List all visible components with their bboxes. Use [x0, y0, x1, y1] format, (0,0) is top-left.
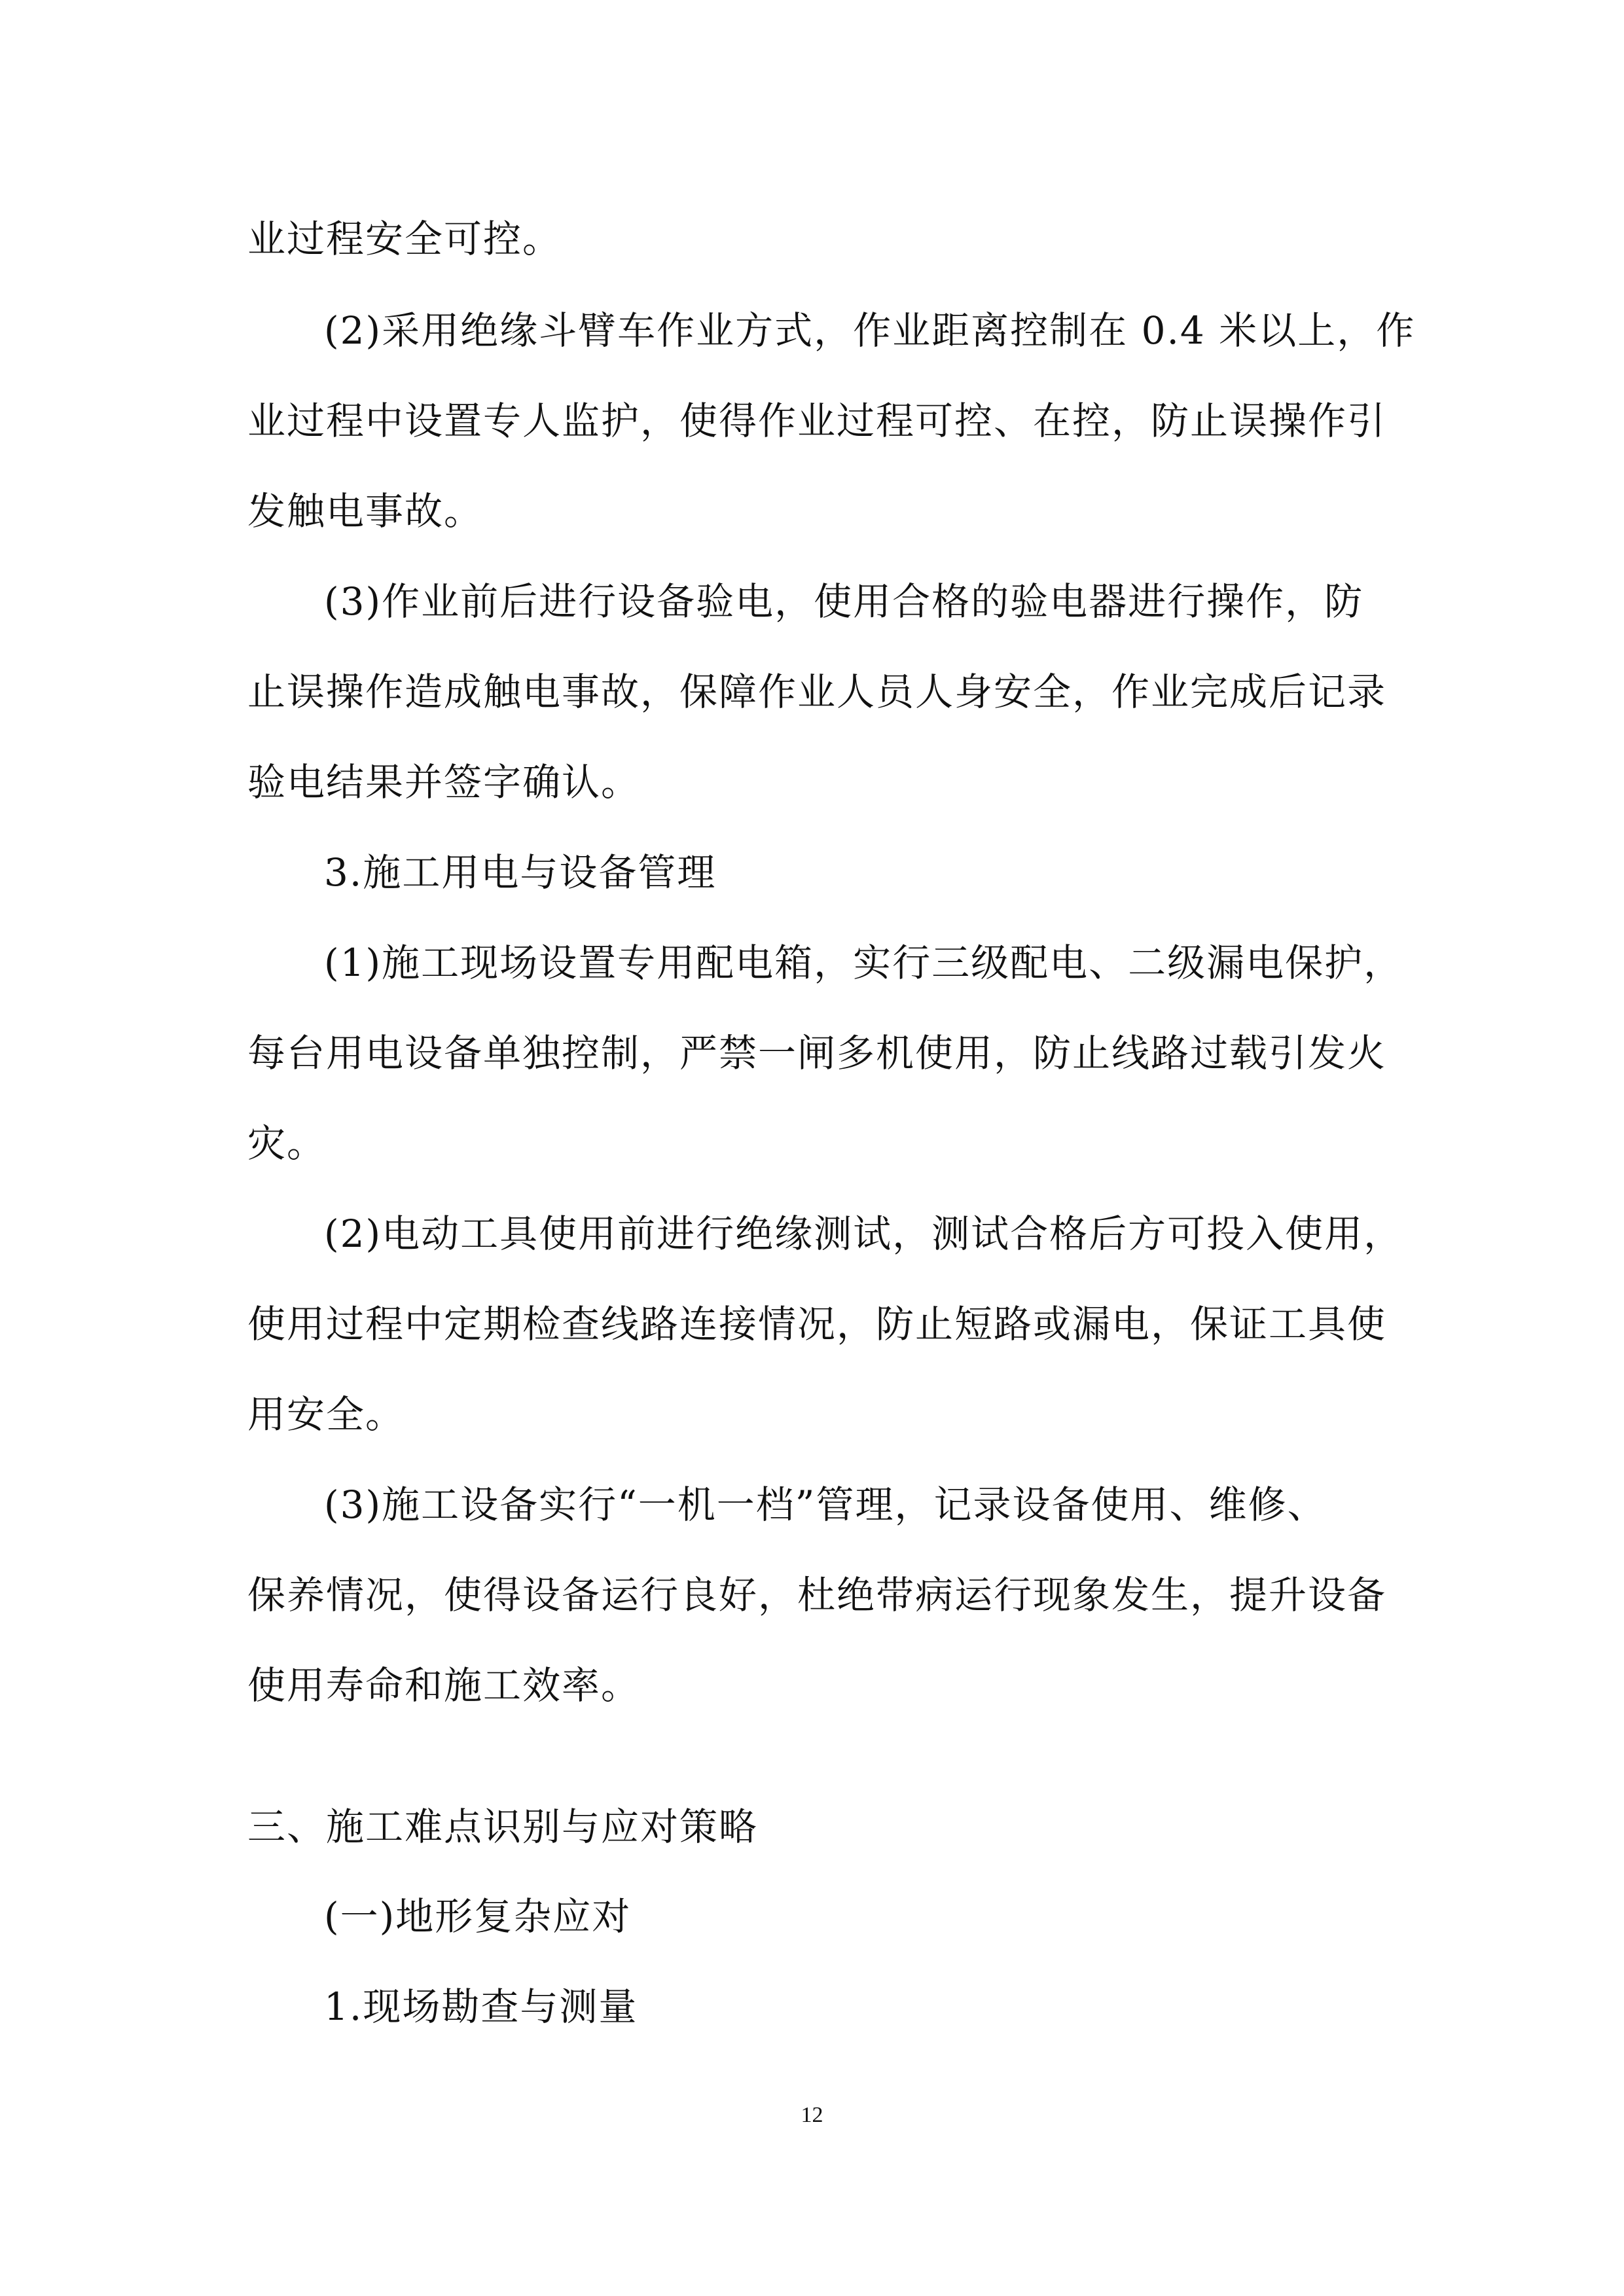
text-line: 验电结果并签字确认。 — [247, 760, 641, 804]
page-number: 12 — [801, 2103, 823, 2127]
text-line: 使用寿命和施工效率。 — [247, 1663, 641, 1708]
subsection-heading: 1.现场勘查与测量 — [324, 1984, 638, 2029]
text-line: (2)采用绝缘斗臂车作业方式，作业距离控制在 0.4 米以上，作 — [324, 308, 1416, 353]
chapter-heading: 三、施工难点识别与应对策略 — [247, 1804, 759, 1849]
text-line: 发触电事故。 — [247, 489, 484, 533]
text-line: (3)作业前后进行设备验电，使用合格的验电器进行操作，防 — [324, 579, 1364, 624]
text-line: 业过程安全可控。 — [247, 217, 562, 261]
text-line: 灾。 — [247, 1121, 327, 1166]
text-line: (3)施工设备实行“一机一档”管理，记录设备使用、维修、 — [324, 1482, 1327, 1527]
text-line: 使用过程中定期检查线路连接情况，防止短路或漏电，保证工具使 — [247, 1302, 1387, 1346]
section-heading: (一)地形复杂应对 — [324, 1894, 632, 1939]
text-line: (2)电动工具使用前进行绝缘测试，测试合格后方可投入使用， — [324, 1211, 1403, 1256]
section-heading: 3.施工用电与设备管理 — [324, 850, 717, 895]
text-line: 保养情况，使得设备运行良好，杜绝带病运行现象发生，提升设备 — [247, 1573, 1387, 1617]
text-line: 业过程中设置专人监护，使得作业过程可控、在控，防止误操作引 — [247, 399, 1387, 443]
text-line: 每台用电设备单独控制，严禁一闸多机使用，防止线路过载引发火 — [247, 1031, 1387, 1075]
text-line: 用安全。 — [247, 1392, 405, 1437]
text-line: (1)施工现场设置专用配电箱，实行三级配电、二级漏电保护， — [324, 941, 1403, 985]
text-line: 止误操作造成触电事故，保障作业人员人身安全，作业完成后记录 — [247, 670, 1387, 714]
